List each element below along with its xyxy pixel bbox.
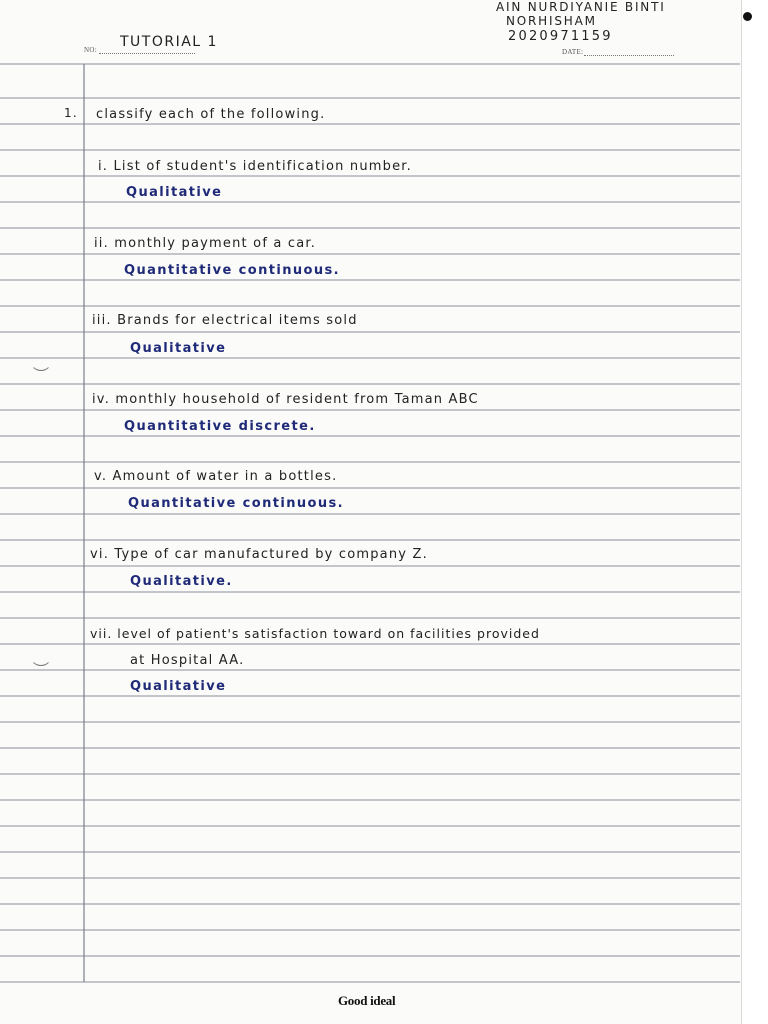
item-6-label: vi. Type of car manufactured by company Z. [90, 547, 428, 562]
item-7-answer: Qualitative [130, 679, 227, 694]
student-id: 2020971159 [508, 29, 613, 44]
no-label: NO: [84, 46, 97, 54]
item-7-label: vii. level of patient's satisfaction toward on facilities provided [90, 626, 540, 641]
item-2-answer: Quantitative continuous. [124, 263, 341, 278]
binder-hole-lower [30, 645, 52, 666]
date-label: DATE: [562, 48, 584, 56]
item-7-label-continued: at Hospital AA. [130, 653, 245, 668]
item-3-answer: Qualitative [130, 341, 227, 356]
student-name-line1: AIN NURDIYANIE BINTI [496, 0, 666, 14]
date-dotted-line [584, 55, 674, 56]
edge-mark [743, 12, 752, 21]
tutorial-title: TUTORIAL 1 [120, 34, 218, 50]
item-1-label: i. List of student's identification number. [98, 159, 412, 174]
item-5-answer: Quantitative continuous. [128, 496, 345, 511]
no-dotted-line [99, 53, 195, 54]
item-2-label: ii. monthly payment of a car. [94, 236, 317, 251]
item-4-label: iv. monthly household of resident from Taman ABC [92, 392, 479, 407]
item-6-answer: Qualitative. [130, 574, 233, 589]
brand-logo: Good ideal [338, 993, 396, 1008]
student-name-line2: NORHISHAM [506, 14, 597, 28]
item-3-label: iii. Brands for electrical items sold [92, 313, 358, 328]
item-4-answer: Quantitative discrete. [124, 419, 316, 434]
question-number: 1. [64, 106, 78, 120]
item-1-answer: Qualitative [126, 185, 223, 200]
page-edge [741, 0, 768, 1024]
binder-hole-upper [30, 350, 52, 371]
item-5-label: v. Amount of water in a bottles. [94, 469, 338, 484]
question-prompt: classify each of the following. [96, 107, 326, 122]
